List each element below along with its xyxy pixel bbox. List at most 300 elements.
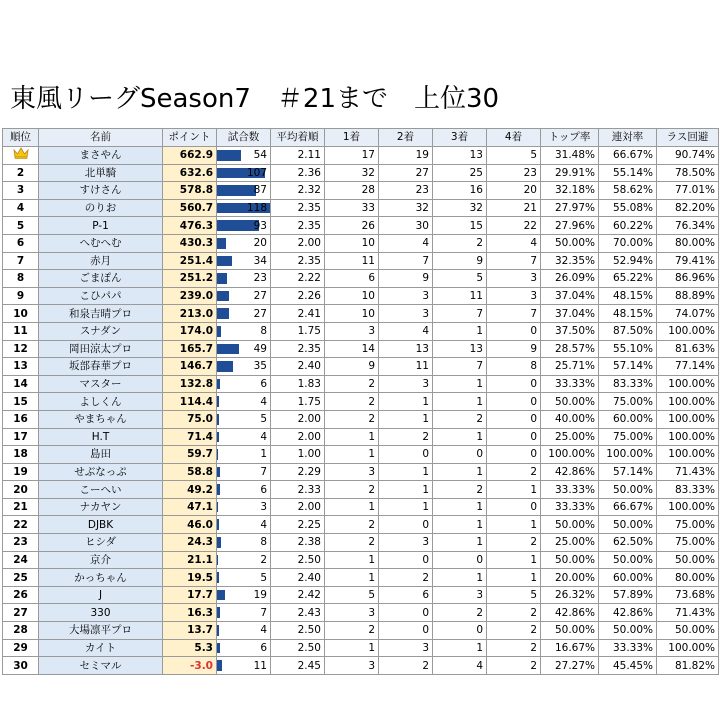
points-cell: 75.0 <box>163 410 217 428</box>
second-count-cell: 3 <box>379 639 433 657</box>
third-count-cell: 7 <box>433 358 487 376</box>
table-row <box>3 481 719 499</box>
games-bar <box>217 432 219 443</box>
rank-cell: 30 <box>3 657 39 675</box>
table-row <box>3 516 719 534</box>
fourth-count-cell: 8 <box>487 358 541 376</box>
rentai-rate-cell: 57.14% <box>599 463 657 481</box>
games-cell <box>217 234 271 252</box>
third-count-cell: 13 <box>433 146 487 164</box>
first-count-cell: 1 <box>325 639 379 657</box>
rentai-rate-cell: 57.89% <box>599 586 657 604</box>
name-cell: すけさん <box>39 182 163 200</box>
rank-cell: 19 <box>3 463 39 481</box>
rank-cell: 29 <box>3 639 39 657</box>
table-row <box>3 375 719 393</box>
first-count-cell: 2 <box>325 534 379 552</box>
table-row <box>3 322 719 340</box>
table-row <box>3 252 719 270</box>
second-count-cell: 2 <box>379 428 433 446</box>
avg-rank-cell: 2.36 <box>271 164 325 182</box>
games-cell <box>217 498 271 516</box>
name-cell: セミマル <box>39 657 163 675</box>
table-row <box>3 146 719 164</box>
page-title: 東風リーグSeason7 ＃21まで 上位30 <box>10 84 500 114</box>
name-cell: 赤月 <box>39 252 163 270</box>
top-rate-cell: 50.00% <box>541 551 599 569</box>
games-value: 93 <box>253 219 267 232</box>
rank-cell <box>3 146 39 164</box>
second-count-cell: 1 <box>379 393 433 411</box>
points-cell: 59.7 <box>163 446 217 464</box>
points-cell: 251.2 <box>163 270 217 288</box>
second-count-cell: 0 <box>379 516 433 534</box>
fourth-count-cell: 1 <box>487 481 541 499</box>
avg-rank-cell: 1.00 <box>271 446 325 464</box>
rentai-rate-cell: 66.67% <box>599 498 657 516</box>
games-bar <box>217 238 226 249</box>
games-cell <box>217 375 271 393</box>
second-count-cell: 32 <box>379 199 433 217</box>
games-value: 5 <box>260 571 267 584</box>
third-count-cell: 4 <box>433 657 487 675</box>
top-rate-cell: 33.33% <box>541 498 599 516</box>
first-count-cell: 1 <box>325 569 379 587</box>
rank-cell: 13 <box>3 358 39 376</box>
games-bar <box>217 555 218 566</box>
rank-cell: 23 <box>3 534 39 552</box>
third-count-cell: 7 <box>433 305 487 323</box>
header-points: ポイント <box>163 129 217 147</box>
table-row <box>3 463 719 481</box>
top-rate-cell: 26.32% <box>541 586 599 604</box>
top-rate-cell: 37.50% <box>541 322 599 340</box>
games-value: 27 <box>253 290 267 303</box>
games-bar <box>217 660 222 671</box>
games-cell <box>217 569 271 587</box>
avg-rank-cell: 2.40 <box>271 569 325 587</box>
avg-rank-cell: 2.35 <box>271 252 325 270</box>
first-count-cell: 2 <box>325 393 379 411</box>
fourth-count-cell: 2 <box>487 639 541 657</box>
rentai-rate-cell: 55.10% <box>599 340 657 358</box>
first-count-cell: 17 <box>325 146 379 164</box>
first-count-cell: 33 <box>325 199 379 217</box>
games-cell <box>217 217 271 235</box>
rank-cell: 6 <box>3 234 39 252</box>
fourth-count-cell: 0 <box>487 498 541 516</box>
first-count-cell: 10 <box>325 305 379 323</box>
table-row <box>3 534 719 552</box>
rentai-rate-cell: 55.14% <box>599 164 657 182</box>
avg-rank-cell: 2.43 <box>271 604 325 622</box>
games-cell <box>217 340 271 358</box>
games-bar <box>217 537 221 548</box>
name-cell: 和泉吉晴プロ <box>39 305 163 323</box>
table-row <box>3 393 719 411</box>
games-value: 4 <box>260 430 267 443</box>
rank-cell: 26 <box>3 586 39 604</box>
games-value: 19 <box>253 589 267 602</box>
games-cell <box>217 586 271 604</box>
rentai-rate-cell: 66.67% <box>599 146 657 164</box>
table-row <box>3 182 719 200</box>
header-row <box>3 129 719 147</box>
avg-rank-cell: 2.40 <box>271 358 325 376</box>
games-bar <box>217 484 220 495</box>
header-name: 名前 <box>39 129 163 147</box>
top-rate-cell: 25.00% <box>541 428 599 446</box>
rentai-rate-cell: 48.15% <box>599 287 657 305</box>
name-cell: のりお <box>39 199 163 217</box>
third-count-cell: 5 <box>433 270 487 288</box>
las-avoid-cell: 80.00% <box>657 234 719 252</box>
avg-rank-cell: 2.32 <box>271 182 325 200</box>
games-value: 7 <box>260 606 267 619</box>
first-count-cell: 1 <box>325 551 379 569</box>
rentai-rate-cell: 75.00% <box>599 428 657 446</box>
third-count-cell: 1 <box>433 393 487 411</box>
las-avoid-cell: 78.50% <box>657 164 719 182</box>
games-bar <box>217 502 218 513</box>
points-cell: 114.4 <box>163 393 217 411</box>
games-bar <box>217 572 219 583</box>
las-avoid-cell: 76.34% <box>657 217 719 235</box>
games-cell <box>217 305 271 323</box>
las-avoid-cell: 74.07% <box>657 305 719 323</box>
first-count-cell: 2 <box>325 516 379 534</box>
first-count-cell: 6 <box>325 270 379 288</box>
games-value: 1 <box>260 448 267 461</box>
top-rate-cell: 100.00% <box>541 446 599 464</box>
las-avoid-cell: 83.33% <box>657 481 719 499</box>
top-rate-cell: 25.71% <box>541 358 599 376</box>
table-row <box>3 164 719 182</box>
games-value: 11 <box>253 659 267 672</box>
second-count-cell: 0 <box>379 622 433 640</box>
name-cell: へむへむ <box>39 234 163 252</box>
header-first: 1着 <box>325 129 379 147</box>
rank-cell: 15 <box>3 393 39 411</box>
table-row <box>3 410 719 428</box>
fourth-count-cell: 5 <box>487 146 541 164</box>
games-cell <box>217 322 271 340</box>
name-cell: DJBK <box>39 516 163 534</box>
name-cell: ごまぽん <box>39 270 163 288</box>
second-count-cell: 3 <box>379 534 433 552</box>
games-value: 49 <box>253 342 267 355</box>
rentai-rate-cell: 70.00% <box>599 234 657 252</box>
top-rate-cell: 37.04% <box>541 305 599 323</box>
games-bar <box>217 150 241 161</box>
las-avoid-cell: 100.00% <box>657 639 719 657</box>
games-value: 35 <box>253 360 267 373</box>
second-count-cell: 6 <box>379 586 433 604</box>
fourth-count-cell: 0 <box>487 322 541 340</box>
las-avoid-cell: 90.74% <box>657 146 719 164</box>
games-value: 4 <box>260 624 267 637</box>
games-cell <box>217 534 271 552</box>
avg-rank-cell: 2.29 <box>271 463 325 481</box>
fourth-count-cell: 1 <box>487 551 541 569</box>
ranking-table <box>2 128 719 675</box>
name-cell: ヒシダ <box>39 534 163 552</box>
las-avoid-cell: 50.00% <box>657 551 719 569</box>
las-avoid-cell: 81.82% <box>657 657 719 675</box>
games-value: 3 <box>260 501 267 514</box>
las-avoid-cell: 71.43% <box>657 604 719 622</box>
games-cell <box>217 551 271 569</box>
top-rate-cell: 50.00% <box>541 234 599 252</box>
third-count-cell: 11 <box>433 287 487 305</box>
fourth-count-cell: 0 <box>487 410 541 428</box>
fourth-count-cell: 0 <box>487 375 541 393</box>
table-row <box>3 305 719 323</box>
second-count-cell: 4 <box>379 322 433 340</box>
rentai-rate-cell: 42.86% <box>599 604 657 622</box>
first-count-cell: 11 <box>325 252 379 270</box>
first-count-cell: 28 <box>325 182 379 200</box>
points-cell: 174.0 <box>163 322 217 340</box>
third-count-cell: 0 <box>433 551 487 569</box>
games-cell <box>217 146 271 164</box>
games-cell <box>217 657 271 675</box>
rentai-rate-cell: 100.00% <box>599 446 657 464</box>
rentai-rate-cell: 48.15% <box>599 305 657 323</box>
fourth-count-cell: 4 <box>487 234 541 252</box>
avg-rank-cell: 2.25 <box>271 516 325 534</box>
las-avoid-cell: 73.68% <box>657 586 719 604</box>
avg-rank-cell: 2.35 <box>271 340 325 358</box>
rentai-rate-cell: 50.00% <box>599 516 657 534</box>
las-avoid-cell: 75.00% <box>657 516 719 534</box>
third-count-cell: 1 <box>433 375 487 393</box>
games-bar <box>217 396 219 407</box>
las-avoid-cell: 100.00% <box>657 375 719 393</box>
third-count-cell: 9 <box>433 252 487 270</box>
games-bar <box>217 256 232 267</box>
las-avoid-cell: 81.63% <box>657 340 719 358</box>
top-rate-cell: 32.18% <box>541 182 599 200</box>
table-row <box>3 287 719 305</box>
games-value: 6 <box>260 483 267 496</box>
games-cell <box>217 182 271 200</box>
points-cell: 146.7 <box>163 358 217 376</box>
first-count-cell: 9 <box>325 358 379 376</box>
games-value: 23 <box>253 272 267 285</box>
second-count-cell: 1 <box>379 410 433 428</box>
table-row <box>3 639 719 657</box>
rank-cell: 27 <box>3 604 39 622</box>
second-count-cell: 2 <box>379 569 433 587</box>
rank-cell: 28 <box>3 622 39 640</box>
points-cell: 239.0 <box>163 287 217 305</box>
fourth-count-cell: 21 <box>487 199 541 217</box>
las-avoid-cell: 82.20% <box>657 199 719 217</box>
las-avoid-cell: 100.00% <box>657 446 719 464</box>
top-rate-cell: 16.67% <box>541 639 599 657</box>
games-cell <box>217 410 271 428</box>
top-rate-cell: 42.86% <box>541 604 599 622</box>
table-row <box>3 604 719 622</box>
second-count-cell: 0 <box>379 446 433 464</box>
first-count-cell: 26 <box>325 217 379 235</box>
games-cell <box>217 604 271 622</box>
top-rate-cell: 27.97% <box>541 199 599 217</box>
name-cell: まさやん <box>39 146 163 164</box>
table-row <box>3 217 719 235</box>
rank-cell: 11 <box>3 322 39 340</box>
top-rate-cell: 50.00% <box>541 393 599 411</box>
top-rate-cell: 20.00% <box>541 569 599 587</box>
points-cell: 662.9 <box>163 146 217 164</box>
points-cell: 560.7 <box>163 199 217 217</box>
games-bar <box>217 590 225 601</box>
avg-rank-cell: 2.00 <box>271 234 325 252</box>
games-cell <box>217 428 271 446</box>
third-count-cell: 0 <box>433 446 487 464</box>
third-count-cell: 1 <box>433 569 487 587</box>
points-cell: 49.2 <box>163 481 217 499</box>
third-count-cell: 2 <box>433 604 487 622</box>
fourth-count-cell: 0 <box>487 428 541 446</box>
table-row <box>3 199 719 217</box>
header-rentai-rate: 連対率 <box>599 129 657 147</box>
rank-cell: 18 <box>3 446 39 464</box>
games-cell <box>217 164 271 182</box>
games-value: 6 <box>260 641 267 654</box>
third-count-cell: 2 <box>433 234 487 252</box>
las-avoid-cell: 88.89% <box>657 287 719 305</box>
third-count-cell: 32 <box>433 199 487 217</box>
points-cell: 17.7 <box>163 586 217 604</box>
rank-cell: 22 <box>3 516 39 534</box>
fourth-count-cell: 20 <box>487 182 541 200</box>
rentai-rate-cell: 52.94% <box>599 252 657 270</box>
rank-cell: 25 <box>3 569 39 587</box>
fourth-count-cell: 1 <box>487 569 541 587</box>
games-cell <box>217 393 271 411</box>
name-cell: こーへい <box>39 481 163 499</box>
third-count-cell: 1 <box>433 463 487 481</box>
name-cell: H.T <box>39 428 163 446</box>
top-rate-cell: 40.00% <box>541 410 599 428</box>
table-row <box>3 446 719 464</box>
games-bar <box>217 308 229 319</box>
avg-rank-cell: 1.75 <box>271 322 325 340</box>
games-value: 118 <box>246 202 267 215</box>
las-avoid-cell: 75.00% <box>657 534 719 552</box>
games-bar <box>217 379 220 390</box>
third-count-cell: 25 <box>433 164 487 182</box>
name-cell: 岡田涼太プロ <box>39 340 163 358</box>
rentai-rate-cell: 58.62% <box>599 182 657 200</box>
top-rate-cell: 50.00% <box>541 622 599 640</box>
rentai-rate-cell: 50.00% <box>599 622 657 640</box>
rentai-rate-cell: 57.14% <box>599 358 657 376</box>
avg-rank-cell: 2.38 <box>271 534 325 552</box>
ranking-body <box>3 146 719 674</box>
rentai-rate-cell: 83.33% <box>599 375 657 393</box>
header-third: 3着 <box>433 129 487 147</box>
rank-cell: 9 <box>3 287 39 305</box>
first-count-cell: 3 <box>325 657 379 675</box>
rentai-rate-cell: 60.22% <box>599 217 657 235</box>
name-cell: よしくん <box>39 393 163 411</box>
name-cell: ナカヤン <box>39 498 163 516</box>
avg-rank-cell: 2.50 <box>271 639 325 657</box>
top-rate-cell: 25.00% <box>541 534 599 552</box>
name-cell: やまちゃん <box>39 410 163 428</box>
top-rate-cell: 27.96% <box>541 217 599 235</box>
fourth-count-cell: 3 <box>487 287 541 305</box>
games-value: 107 <box>246 166 267 179</box>
third-count-cell: 1 <box>433 534 487 552</box>
third-count-cell: 2 <box>433 410 487 428</box>
games-cell <box>217 639 271 657</box>
second-count-cell: 4 <box>379 234 433 252</box>
points-cell: 46.0 <box>163 516 217 534</box>
games-bar <box>217 467 220 478</box>
points-cell: 213.0 <box>163 305 217 323</box>
top-rate-cell: 50.00% <box>541 516 599 534</box>
name-cell: 京介 <box>39 551 163 569</box>
rentai-rate-cell: 60.00% <box>599 410 657 428</box>
rank-cell: 14 <box>3 375 39 393</box>
third-count-cell: 1 <box>433 498 487 516</box>
points-cell: 47.1 <box>163 498 217 516</box>
games-cell <box>217 481 271 499</box>
points-cell: 24.3 <box>163 534 217 552</box>
first-count-cell: 2 <box>325 622 379 640</box>
header-top-rate: トップ率 <box>541 129 599 147</box>
third-count-cell: 13 <box>433 340 487 358</box>
second-count-cell: 19 <box>379 146 433 164</box>
avg-rank-cell: 2.33 <box>271 481 325 499</box>
second-count-cell: 9 <box>379 270 433 288</box>
table-row <box>3 340 719 358</box>
rank-cell: 12 <box>3 340 39 358</box>
rank-cell: 7 <box>3 252 39 270</box>
games-cell <box>217 446 271 464</box>
las-avoid-cell: 100.00% <box>657 428 719 446</box>
games-bar <box>217 414 219 425</box>
fourth-count-cell: 7 <box>487 252 541 270</box>
first-count-cell: 5 <box>325 586 379 604</box>
games-bar <box>217 220 259 231</box>
first-count-cell: 1 <box>325 446 379 464</box>
table-row <box>3 358 719 376</box>
rentai-rate-cell: 50.00% <box>599 481 657 499</box>
fourth-count-cell: 0 <box>487 446 541 464</box>
fourth-count-cell: 22 <box>487 217 541 235</box>
las-avoid-cell: 100.00% <box>657 393 719 411</box>
header-rank: 順位 <box>3 129 39 147</box>
top-rate-cell: 37.04% <box>541 287 599 305</box>
las-avoid-cell: 100.00% <box>657 322 719 340</box>
fourth-count-cell: 9 <box>487 340 541 358</box>
rentai-rate-cell: 55.08% <box>599 199 657 217</box>
fourth-count-cell: 5 <box>487 586 541 604</box>
fourth-count-cell: 7 <box>487 305 541 323</box>
games-cell <box>217 287 271 305</box>
third-count-cell: 2 <box>433 481 487 499</box>
avg-rank-cell: 2.50 <box>271 551 325 569</box>
table-row <box>3 657 719 675</box>
name-cell: せぶなっぷ <box>39 463 163 481</box>
points-cell: 430.3 <box>163 234 217 252</box>
games-value: 4 <box>260 518 267 531</box>
